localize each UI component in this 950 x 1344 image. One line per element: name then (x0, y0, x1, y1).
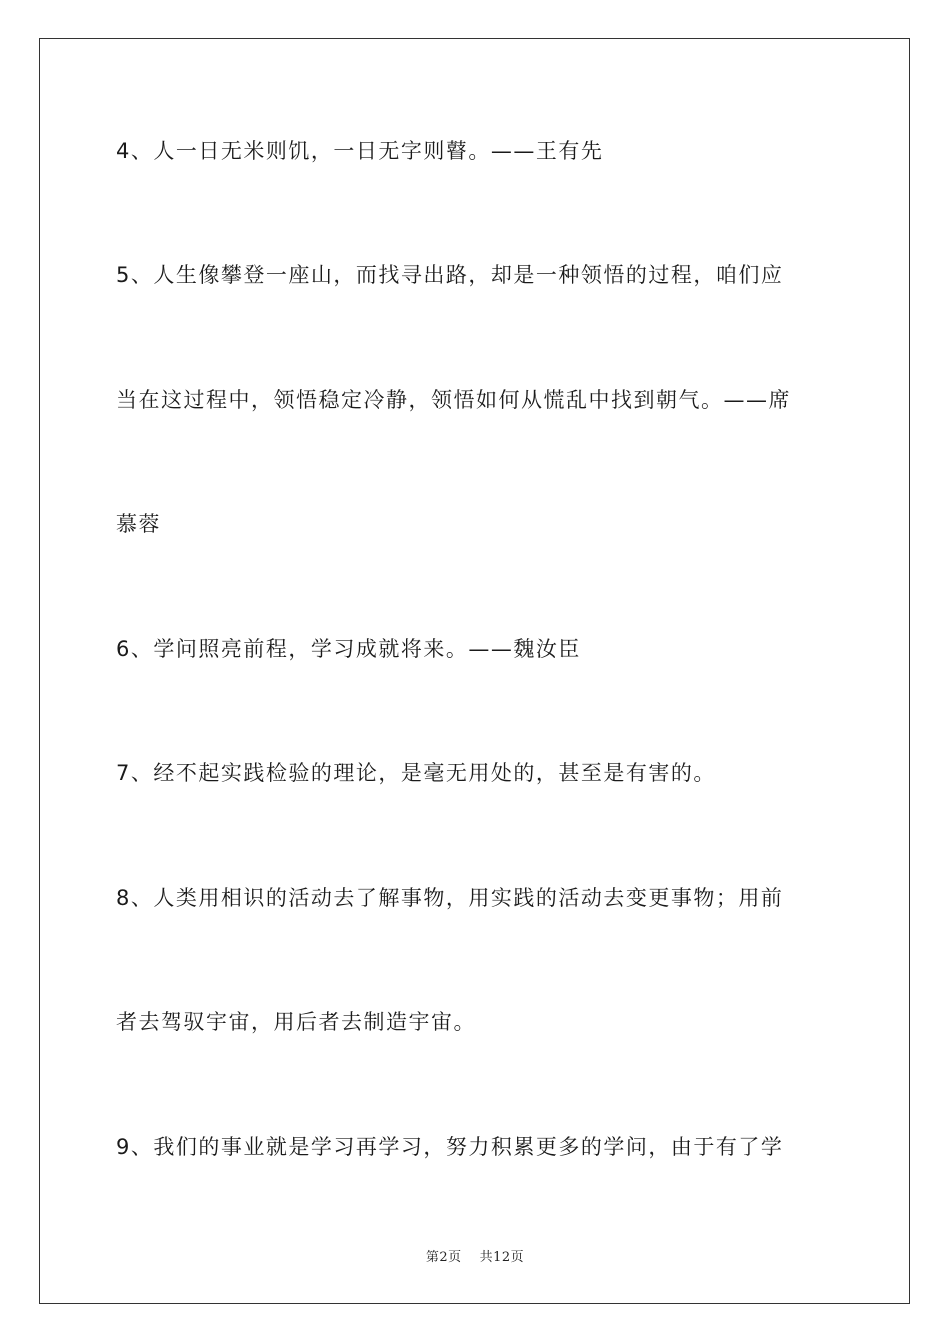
page-footer (0, 1246, 950, 1265)
page-border (39, 38, 910, 1304)
quote-line-8: 者去驾驭宇宙，用后者去制造宇宙。 (116, 1010, 476, 1034)
quote-line-4: 慕蓉 (116, 512, 161, 536)
quote-line-6: 7、经不起实践检验的理论，是毫无用处的，甚至是有害的。 (116, 761, 716, 785)
quote-line-3: 当在这过程中，领悟稳定冷静，领悟如何从慌乱中找到朝气。——席 (116, 388, 791, 412)
quote-line-7: 8、人类用相识的活动去了解事物，用实践的活动去变更事物；用前 (116, 886, 784, 910)
quote-line-1: 4、人一日无米则饥，一日无字则瞽。——王有先 (116, 139, 604, 163)
quote-line-5: 6、学问照亮前程，学习成就将来。——魏汝臣 (116, 637, 581, 661)
page-number: 第2页 (425, 1250, 462, 1265)
quote-line-2: 5、人生像攀登一座山，而找寻出路，却是一种领悟的过程，咱们应 (116, 263, 784, 287)
quote-line-9: 9、我们的事业就是学习再学习，努力积累更多的学问，由于有了学 (116, 1135, 784, 1159)
total-pages: 共12页 (479, 1250, 525, 1265)
